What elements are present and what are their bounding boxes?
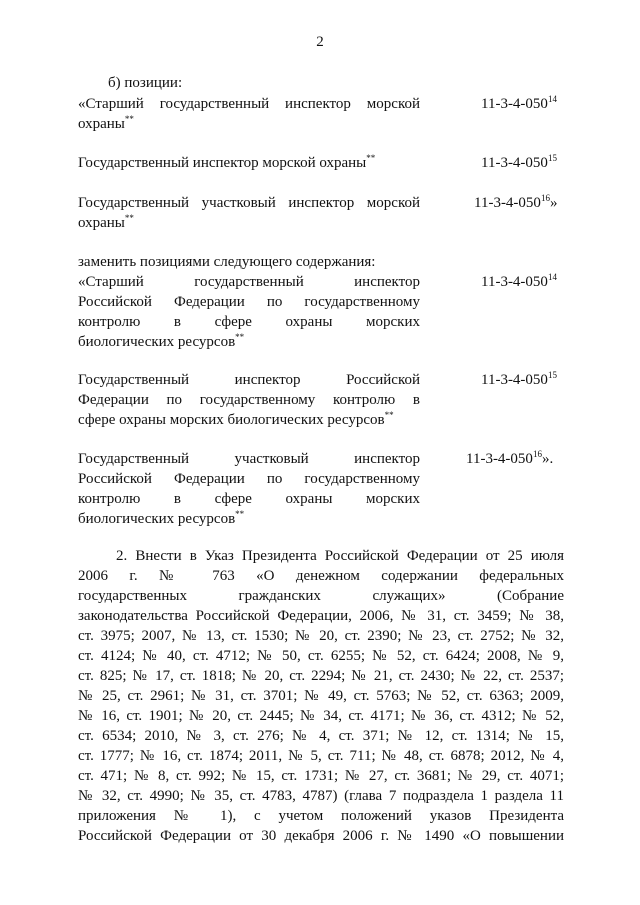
paragraph-2-line-4: законодательства Российской Федерации, 2006, № 31, ст. 3459; № 38, [78,608,564,624]
paragraph-2-line-7: ст. 825; № 17, ст. 1818; № 20, ст. 2294; № 21, ст. 2430; № 22, ст. 2537; [78,668,564,684]
new-position-1-line-1: «Старший государственный инспектор [78,274,420,290]
old-position-1-line-1: «Старший государственный инспектор морской [78,96,420,112]
new-position-1-line-2: Российской Федерации по государственному [78,294,420,310]
old-position-3-code: $11-3-4-050^{16}$» [474,193,558,211]
old-position-3-line-2: охраны** [78,213,134,231]
new-position-3-line-3: контролю в сфере охраны морских [78,491,420,507]
new-position-2-code: $11-3-4-050^{15}$ [481,370,557,388]
paragraph-2-line-10: ст. 6534; 2010, № 3, ст. 276; № 4, ст. 371; № 12, ст. 1314; № 15, [78,728,564,744]
old-position-2-line-1: Государственный инспектор морской охраны** [78,153,376,171]
new-position-2-line-1: Государственный инспектор Российской [78,372,420,388]
new-position-2-line-2: Федерации по государственному контролю в [78,392,420,408]
paragraph-2-line-2: 2006 г. № 763 «О денежном содержании федеральных [78,568,564,584]
paragraph-2-line-14: приложения № 1), с учетом положений указов Президента [78,808,564,824]
new-position-3-line-4: биологических ресурсов** [78,509,245,527]
paragraph-2-line-11: ст. 1777; № 16, ст. 1874; 2011, № 5, ст. 711; № 48, ст. 6878; 2012, № 4, [78,748,564,764]
new-position-1-line-4: биологических ресурсов** [78,332,245,350]
paragraph-2-line-15: Российской Федерации от 30 декабря 2006 г. № 1490 «О повышении [78,828,564,844]
old-position-2-code: $11-3-4-050^{15}$ [481,153,557,171]
old-position-3-line-1: Государственный участковый инспектор морской [78,195,420,211]
paragraph-2-line-12: ст. 471; № 8, ст. 992; № 15, ст. 1731; № 27, ст. 3681; № 29, ст. 4071; [78,768,564,784]
replace-label: заменить позициями следующего содержания: [78,254,376,270]
footnote-mark: ** [235,332,245,342]
new-position-1-line-3: контролю в сфере охраны морских [78,314,420,330]
section-b-label: б) позиции: [108,75,183,91]
old-position-1-line-2: охраны** [78,114,134,132]
new-position-3-line-2: Российской Федерации по государственному [78,471,420,487]
paragraph-2-line-13: № 32, ст. 4990; № 35, ст. 4783, 4787) (глава 7 подраздела 1 раздела 11 [78,788,564,804]
paragraph-2-line-6: ст. 4124; № 40, ст. 4712; № 50, ст. 6255; № 52, ст. 6424; 2008, № 9, [78,648,564,664]
footnote-mark: ** [384,410,394,420]
paragraph-2-line-9: № 16, ст. 1901; № 20, ст. 2445; № 34, ст. 4171; № 36, ст. 4312; № 52, [78,708,564,724]
new-position-1-code: $11-3-4-050^{14}$ [481,272,557,290]
new-position-3-line-1: Государственный участковый инспектор [78,451,420,467]
footnote-mark: ** [235,509,245,519]
paragraph-2-line-5: ст. 3975; 2007, № 13, ст. 1530; № 20, ст. 2390; № 23, ст. 2752; № 32, [78,628,564,644]
footnote-mark: ** [366,153,376,163]
new-position-3-code: $11-3-4-050^{16}$». [466,449,554,467]
paragraph-2-line-8: № 25, ст. 2961; № 31, ст. 3701; № 49, ст. 5763; № 52, ст. 6363; 2009, [78,688,564,704]
paragraph-2-line-1: 2. Внести в Указ Президента Российской Федерации от 25 июля [116,548,564,564]
old-position-1-code: $11-3-4-050^{14}$ [481,94,557,112]
new-position-2-line-3: сфере охраны морских биологических ресурсов** [78,410,394,428]
paragraph-2-line-3: государственных гражданских служащих» (Собрание [78,588,564,604]
footnote-mark: ** [124,114,134,124]
footnote-mark: ** [124,213,134,223]
page-number: 2 [316,34,324,50]
